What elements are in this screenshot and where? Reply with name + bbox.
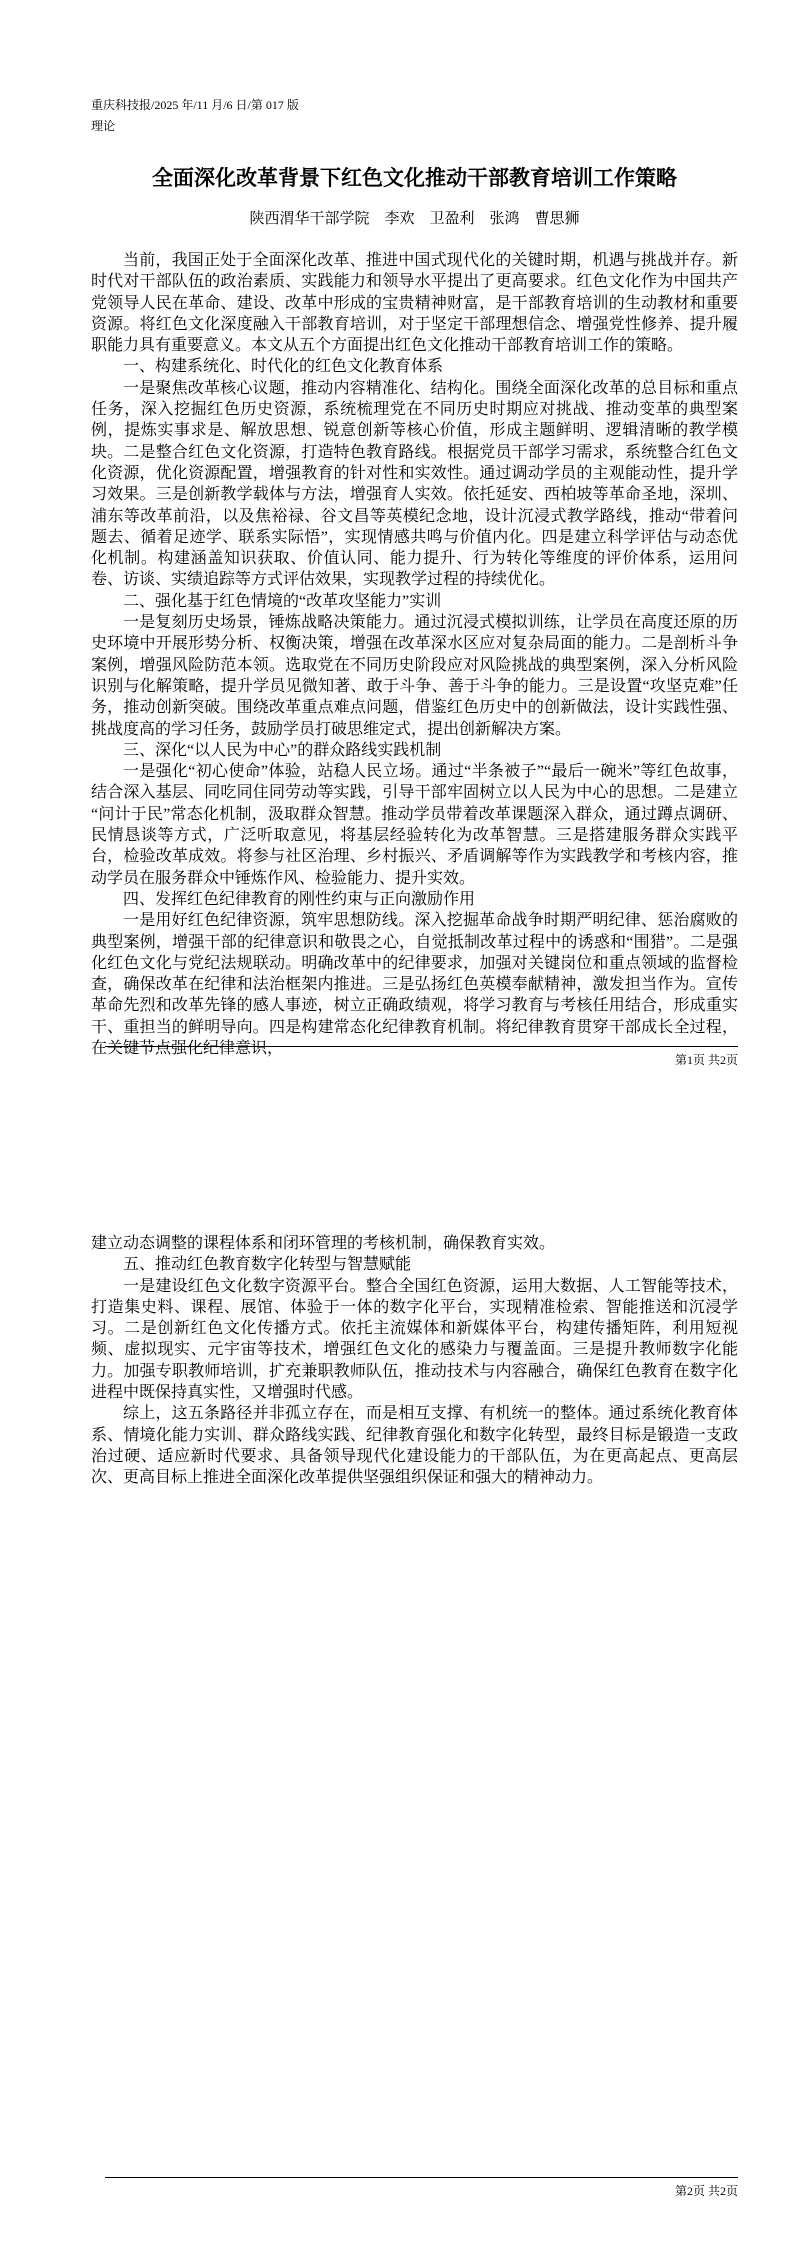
intro-paragraph: 当前，我国正处于全面深化改革、推进中国式现代化的关键时期，机遇与挑战并存。新时代对干部队伍的政治素质、实践能力和领导水平提出了更高要求。红色文化作为中国共产党领导人民在革命、建设、改革中形成的宝贵精神财富，是干部教育培训的生动教材和重要资源。将红色文化深度融入干部教育培训，对于坚定干部理想信念、增强党性修养、提升履职能力具有重要意义。本文从五个方面提出红色文化推动干部教育培训工作的策略。 (91, 252, 738, 355)
paragraph-2: 一是复刻历史场景，锤炼战略决策能力。通过沉浸式模拟训练，让学员在高度还原的历史环境中开展形势分析、权衡决策，增强在改革深水区应对复杂局面的能力。二是剖析斗争案例，增强风险防范本领。选取党在不同历史阶段应对风险挑战的典型案例，深入分析风险识别与化解策略，提升学员见微知著、敢于斗争、善于斗争的能力。三是设置“攻坚克难”任务，推动创新突破。围绕改革重点难点问题，借鉴红色历史中的创新做法，设计实践性强、挑战度高的学习任务，鼓励学员打破思维定式，提出创新解决方案。 (91, 614, 738, 738)
paragraph-4: 一是用好红色纪律资源，筑牢思想防线。深入挖掘革命战争时期严明纪律、惩治腐败的典型案例，增强干部的纪律意识和敬畏之心，自觉抵制改革过程中的诱惑和“围猎”。二是强化红色文化与党纪法规联动。明确改革中的纪律要求，加强对关键岗位和重点领域的监督检查，确保改革在纪律和法治框架内推进。三是弘扬红色英模奉献精神，激发担当作为。宣传革命先烈和改革先锋的感人事迹，树立正确政绩观，将学习教育与考核任用结合，形成重实干、重担当的鲜明导向。四是构建常态化纪律教育机制。将纪律教育贯穿干部成长全过程，在关键节点强化纪律意识， (91, 912, 738, 1057)
continuation-paragraph: 建立动态调整的课程体系和闭环管理的考核机制，确保教育实效。 (91, 1235, 556, 1252)
authors-line: 陕西渭华干部学院 李欢 卫盈利 张鸿 曹思狮 (249, 211, 580, 227)
page-2-footer (105, 2177, 738, 2200)
page-1-number: 第1页 共2页 (674, 1053, 738, 1067)
paragraph-3: 一是强化“初心使命”体验，站稳人民立场。通过“半条被子”“最后一碗米”等红色故事，结合深入基层、同吃同住同劳动等实践，引导干部牢固树立以人民为中心的思想。二是建立“问计于民”常态化机制，汲取群众智慧。推动学员带着改革课题深入群众，通过蹲点调研、民情恳谈等方式，广泛听取意见，将基层经验转化为改革智慧。三是搭建服务群众实践平台，检验改革成效。将参与社区治理、乡村振兴、矛盾调解等作为实践教学和考核内容，推动学员在服务群众中锤炼作风、检验能力、提升实效。 (91, 763, 738, 887)
page-1-body (91, 250, 738, 1059)
masthead-line: 重庆科技报/2025 年/11 月/6 日/第 017 版 (91, 98, 299, 112)
section-heading-1: 一、构建系统化、时代化的红色文化教育体系 (123, 358, 444, 376)
conclusion-paragraph: 综上，这五条路径并非孤立存在，而是相互支撑、有机统一的整体。通过系统化教育体系、情境化能力实训、群众路线实践、纪律教育强化和数字化转型，最终目标是锻造一支政治过硬、适应新时代要求、具备领导现代化建设能力的干部队伍，为在更高起点、更高层次、更高目标上推进全面深化改革提供坚强组织保证和强大的精神动力。 (91, 1405, 738, 1487)
page-1-footer (105, 1046, 738, 1069)
section-heading-2: 二、强化基于红色情境的“改革攻坚能力”实训 (123, 592, 442, 610)
section-label: 理论 (91, 119, 116, 133)
page-1 (0, 0, 800, 1130)
section-heading-4: 四、发挥红色纪律教育的刚性约束与正向激励作用 (123, 890, 476, 908)
page-2-content (0, 1130, 800, 1489)
article-title: 全面深化改革背景下红色文化推动干部教育培训工作策略 (152, 166, 677, 190)
page-2 (0, 1130, 800, 2261)
page-1-content (0, 0, 800, 1059)
paragraph-1: 一是聚焦改革核心议题，推动内容精准化、结构化。围绕全面深化改革的总目标和重点任务，深入挖掘红色历史资源，系统梳理党在不同历史时期应对挑战、推动变革的典型案例，提炼实事求是、解放思想、锐意创新等核心价值，形成主题鲜明、逻辑清晰的教学模块。二是整合红色文化资源，打造特色教育路线。根据党员干部学习需求，系统整合红色文化资源，优化资源配置，增强教育的针对性和实效性。通过调动学员的主观能动性，提升学习效果。三是创新教学载体与方法，增强育人实效。依托延安、西柏坡等革命圣地，深圳、浦东等改革前沿，以及焦裕禄、谷文昌等英模纪念地，设计沉浸式教学路线，推动“带着问题去、循着足迹学、联系实际悟”，实现情感共鸣与价值内化。四是建立科学评估与动态优化机制。构建涵盖知识获取、价值认同、能力提升、行为转化等维度的评价体系，运用问卷、访谈、实绩追踪等方式评估效果，实现教学过程的持续优化。 (91, 379, 738, 589)
page-2-body (91, 1233, 738, 1489)
section-heading-3: 三、深化“以人民为中心”的群众路线实践机制 (123, 741, 442, 759)
page-2-number: 第2页 共2页 (674, 2184, 738, 2198)
paragraph-5: 一是建设红色文化数字资源平台。整合全国红色资源，运用大数据、人工智能等技术，打造集史料、课程、展馆、体验于一体的数字化平台，实现精准检索、智能推送和沉浸学习。二是创新红色文化传播方式。依托主流媒体和新媒体平台，构建传播矩阵，利用短视频、虚拟现实、元宇宙等技术，增强红色文化的感染力与覆盖面。三是提升教师数字化能力。加强专职教师培训，扩充兼职教师队伍，推动技术与内容融合，确保红色教育在数字化进程中既保持真实性，又增强时代感。 (91, 1277, 738, 1402)
section-heading-5: 五、推动红色教育数字化转型与智慧赋能 (123, 1256, 412, 1274)
